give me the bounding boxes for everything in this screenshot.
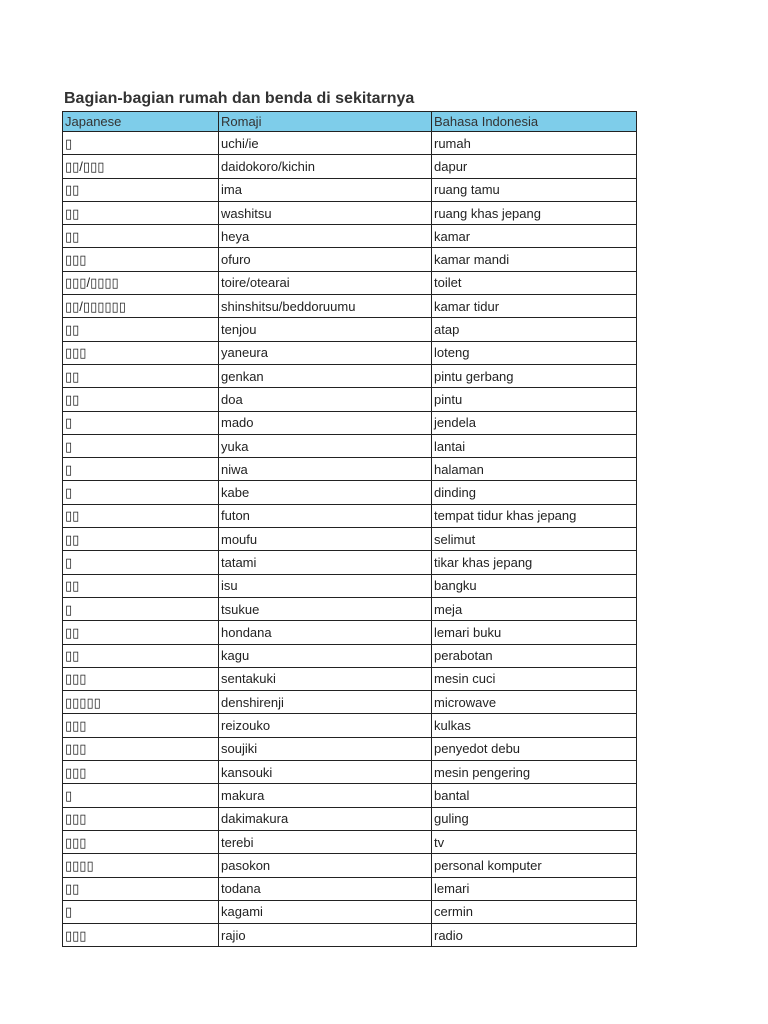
cell-japanese: ▯: [63, 900, 219, 923]
cell-bahasa-indonesia: toilet: [432, 271, 637, 294]
cell-romaji: tsukue: [219, 597, 432, 620]
header-row: [63, 112, 637, 132]
document-title: Bagian-bagian rumah dan benda di sekitarnya: [64, 90, 415, 107]
header-romaji: Romaji: [219, 112, 432, 132]
table-row: [63, 295, 637, 318]
cell-japanese: ▯▯▯: [63, 807, 219, 830]
cell-bahasa-indonesia: tikar khas jepang: [432, 551, 637, 574]
cell-bahasa-indonesia: lemari: [432, 877, 637, 900]
table-row: [63, 178, 637, 201]
cell-japanese: ▯▯: [63, 574, 219, 597]
cell-japanese: ▯▯▯: [63, 761, 219, 784]
cell-bahasa-indonesia: tempat tidur khas jepang: [432, 504, 637, 527]
table-row: [63, 854, 637, 877]
cell-bahasa-indonesia: lantai: [432, 434, 637, 457]
table-row: [63, 830, 637, 853]
cell-romaji: kabe: [219, 481, 432, 504]
cell-romaji: sentakuki: [219, 667, 432, 690]
cell-japanese: ▯▯: [63, 364, 219, 387]
cell-bahasa-indonesia: dapur: [432, 155, 637, 178]
cell-romaji: makura: [219, 784, 432, 807]
cell-romaji: futon: [219, 504, 432, 527]
table-row: [63, 504, 637, 527]
cell-japanese: ▯▯/▯▯▯▯▯▯: [63, 295, 219, 318]
cell-bahasa-indonesia: selimut: [432, 528, 637, 551]
table-row: [63, 201, 637, 224]
table-row: [63, 528, 637, 551]
cell-japanese: ▯: [63, 784, 219, 807]
cell-japanese: ▯: [63, 597, 219, 620]
cell-bahasa-indonesia: atap: [432, 318, 637, 341]
cell-japanese: ▯▯/▯▯▯: [63, 155, 219, 178]
cell-bahasa-indonesia: radio: [432, 924, 637, 947]
table-row: [63, 341, 637, 364]
cell-bahasa-indonesia: kamar: [432, 225, 637, 248]
cell-bahasa-indonesia: ruang khas jepang: [432, 201, 637, 224]
cell-bahasa-indonesia: pintu: [432, 388, 637, 411]
cell-bahasa-indonesia: kamar tidur: [432, 295, 637, 318]
table-row: [63, 318, 637, 341]
cell-bahasa-indonesia: guling: [432, 807, 637, 830]
cell-romaji: dakimakura: [219, 807, 432, 830]
cell-bahasa-indonesia: bantal: [432, 784, 637, 807]
cell-romaji: kagami: [219, 900, 432, 923]
cell-bahasa-indonesia: rumah: [432, 132, 637, 155]
cell-japanese: ▯▯▯: [63, 737, 219, 760]
cell-romaji: uchi/ie: [219, 132, 432, 155]
table-row: [63, 877, 637, 900]
cell-japanese: ▯▯▯▯: [63, 854, 219, 877]
table-row: [63, 411, 637, 434]
table-row: [63, 434, 637, 457]
table-row: [63, 761, 637, 784]
cell-romaji: mado: [219, 411, 432, 434]
cell-romaji: doa: [219, 388, 432, 411]
table-row: [63, 574, 637, 597]
table-row: [63, 132, 637, 155]
cell-japanese: ▯▯▯: [63, 248, 219, 271]
cell-romaji: shinshitsu/beddoruumu: [219, 295, 432, 318]
cell-romaji: yaneura: [219, 341, 432, 364]
table-row: [63, 155, 637, 178]
cell-romaji: heya: [219, 225, 432, 248]
vocabulary-table: [62, 111, 637, 947]
table-row: [63, 691, 637, 714]
cell-romaji: kagu: [219, 644, 432, 667]
cell-japanese: ▯▯▯: [63, 714, 219, 737]
table-row: [63, 807, 637, 830]
table-row: [63, 644, 637, 667]
cell-japanese: ▯▯▯: [63, 924, 219, 947]
cell-japanese: ▯▯▯: [63, 667, 219, 690]
cell-romaji: ima: [219, 178, 432, 201]
cell-romaji: reizouko: [219, 714, 432, 737]
cell-bahasa-indonesia: kulkas: [432, 714, 637, 737]
cell-japanese: ▯▯: [63, 621, 219, 644]
cell-japanese: ▯▯▯▯▯: [63, 691, 219, 714]
cell-bahasa-indonesia: penyedot debu: [432, 737, 637, 760]
cell-bahasa-indonesia: meja: [432, 597, 637, 620]
cell-romaji: pasokon: [219, 854, 432, 877]
cell-romaji: yuka: [219, 434, 432, 457]
table-row: [63, 225, 637, 248]
cell-bahasa-indonesia: jendela: [432, 411, 637, 434]
cell-romaji: daidokoro/kichin: [219, 155, 432, 178]
table-row: [63, 458, 637, 481]
cell-romaji: niwa: [219, 458, 432, 481]
cell-bahasa-indonesia: microwave: [432, 691, 637, 714]
cell-japanese: ▯▯▯: [63, 830, 219, 853]
cell-japanese: ▯▯: [63, 318, 219, 341]
cell-romaji: toire/otearai: [219, 271, 432, 294]
cell-bahasa-indonesia: bangku: [432, 574, 637, 597]
cell-bahasa-indonesia: perabotan: [432, 644, 637, 667]
cell-bahasa-indonesia: mesin cuci: [432, 667, 637, 690]
cell-japanese: ▯▯: [63, 877, 219, 900]
cell-japanese: ▯: [63, 458, 219, 481]
cell-bahasa-indonesia: pintu gerbang: [432, 364, 637, 387]
cell-romaji: moufu: [219, 528, 432, 551]
cell-bahasa-indonesia: cermin: [432, 900, 637, 923]
table-row: [63, 248, 637, 271]
cell-bahasa-indonesia: kamar mandi: [432, 248, 637, 271]
table-row: [63, 714, 637, 737]
cell-japanese: ▯▯: [63, 388, 219, 411]
table-row: [63, 271, 637, 294]
cell-japanese: ▯▯: [63, 225, 219, 248]
cell-romaji: tenjou: [219, 318, 432, 341]
cell-romaji: genkan: [219, 364, 432, 387]
table-row: [63, 737, 637, 760]
cell-bahasa-indonesia: loteng: [432, 341, 637, 364]
cell-bahasa-indonesia: mesin pengering: [432, 761, 637, 784]
table-row: [63, 551, 637, 574]
cell-bahasa-indonesia: tv: [432, 830, 637, 853]
cell-romaji: rajio: [219, 924, 432, 947]
header-japanese: Japanese: [63, 112, 219, 132]
cell-japanese: ▯: [63, 434, 219, 457]
table-row: [63, 924, 637, 947]
table-body: [63, 132, 637, 947]
cell-japanese: ▯▯▯/▯▯▯▯: [63, 271, 219, 294]
table-row: [63, 364, 637, 387]
cell-japanese: ▯▯: [63, 528, 219, 551]
table-row: [63, 621, 637, 644]
cell-japanese: ▯▯: [63, 178, 219, 201]
cell-romaji: isu: [219, 574, 432, 597]
cell-bahasa-indonesia: dinding: [432, 481, 637, 504]
table-row: [63, 481, 637, 504]
cell-bahasa-indonesia: lemari buku: [432, 621, 637, 644]
cell-romaji: todana: [219, 877, 432, 900]
table-row: [63, 900, 637, 923]
cell-japanese: ▯▯: [63, 644, 219, 667]
cell-japanese: ▯: [63, 411, 219, 434]
cell-romaji: tatami: [219, 551, 432, 574]
cell-romaji: kansouki: [219, 761, 432, 784]
cell-japanese: ▯: [63, 551, 219, 574]
table-row: [63, 388, 637, 411]
table-row: [63, 667, 637, 690]
cell-japanese: ▯▯▯: [63, 341, 219, 364]
cell-bahasa-indonesia: personal komputer: [432, 854, 637, 877]
cell-romaji: ofuro: [219, 248, 432, 271]
cell-romaji: terebi: [219, 830, 432, 853]
cell-japanese: ▯: [63, 481, 219, 504]
cell-romaji: hondana: [219, 621, 432, 644]
cell-romaji: denshirenji: [219, 691, 432, 714]
table-row: [63, 784, 637, 807]
cell-romaji: washitsu: [219, 201, 432, 224]
cell-bahasa-indonesia: halaman: [432, 458, 637, 481]
cell-japanese: ▯▯: [63, 504, 219, 527]
cell-romaji: soujiki: [219, 737, 432, 760]
cell-japanese: ▯▯: [63, 201, 219, 224]
table-row: [63, 597, 637, 620]
header-bahasa-indonesia: Bahasa Indonesia: [432, 112, 637, 132]
cell-bahasa-indonesia: ruang tamu: [432, 178, 637, 201]
table-header: [63, 112, 637, 132]
cell-japanese: ▯: [63, 132, 219, 155]
